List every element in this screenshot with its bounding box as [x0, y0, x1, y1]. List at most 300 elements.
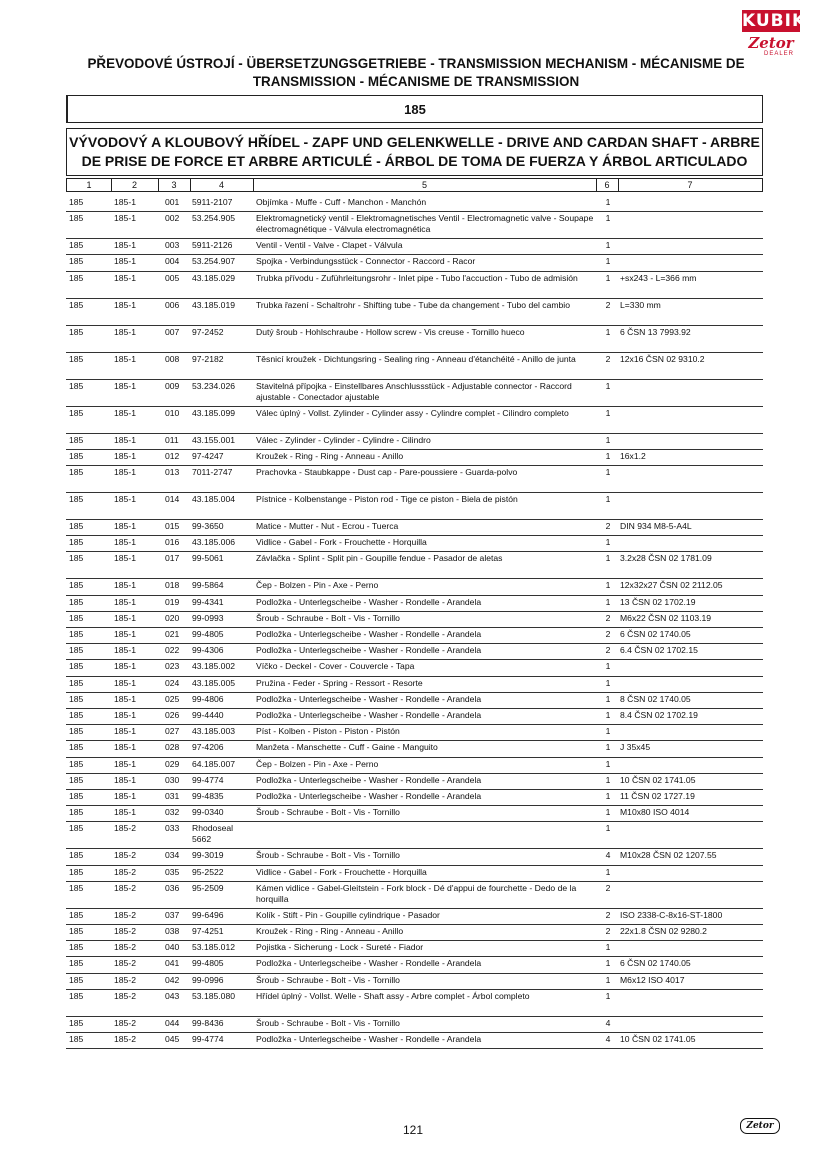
cell-c6: 2 [605, 926, 611, 936]
cell-c6: 2 [605, 882, 611, 893]
cell-c3: 028 [165, 742, 180, 753]
cell-c5: Válec úplný - Vollst. Zylinder - Cylinder assy - Cylindre complet - Cilindro completo [256, 407, 569, 418]
cell-c5: Šroub - Schraube - Bolt - Vis - Tornillo [256, 1017, 400, 1028]
cell-c2: 185-1 [114, 494, 136, 504]
table-row [66, 551, 763, 579]
cell-c1: 185 [69, 1034, 84, 1044]
cell-c5: Podložka - Unterlegscheibe - Washer - Rondelle - Arandela [256, 645, 482, 656]
table-row [66, 433, 763, 450]
cell-c7: J 35x45 [620, 742, 651, 753]
table-row [66, 848, 763, 865]
cell-c3: 041 [165, 958, 180, 969]
cell-c1: 185 [69, 197, 84, 207]
cell-c1: 185 [69, 942, 84, 953]
cell-c1: 185 [69, 958, 84, 969]
table-row [66, 352, 763, 380]
cell-c6: 2 [605, 645, 611, 656]
cell-c4: 99-3019 [192, 850, 224, 861]
cell-c4: 43.185.005 [192, 677, 236, 688]
cell-c1: 185 [69, 774, 84, 785]
cell-c4: 43.185.004 [192, 494, 236, 504]
cell-c7: 13 ČSN 02 1702.19 [620, 596, 696, 607]
cell-c1: 185 [69, 726, 84, 737]
table-row [66, 379, 763, 407]
cell-c2: 185-1 [114, 645, 136, 656]
cell-c1: 185 [69, 742, 84, 753]
cell-c4: 53.185.080 [192, 990, 236, 1001]
cell-c5: Čep - Bolzen - Pin - Axe - Perno [256, 580, 379, 591]
cell-c4: 97-4251 [192, 926, 224, 936]
table-row [66, 578, 763, 595]
cell-c2: 185-1 [114, 434, 136, 445]
cell-c1: 185 [69, 990, 84, 1001]
column-header: 7 [687, 180, 693, 190]
cell-c1: 185 [69, 240, 84, 251]
cell-c4: 95-2522 [192, 866, 224, 877]
cell-c5: Podložka - Unterlegscheibe - Washer - Rondelle - Arandela [256, 710, 482, 720]
cell-c3: 022 [165, 645, 180, 656]
cell-c6: 1 [605, 272, 611, 283]
cell-c1: 185 [69, 882, 84, 893]
cell-c4: 5911-2126 [192, 240, 233, 251]
cell-c1: 185 [69, 693, 84, 704]
cell-c4: 99-0993 [192, 612, 224, 623]
cell-c1: 185 [69, 537, 84, 548]
cell-c2: 185-1 [114, 612, 136, 623]
cell-c6: 1 [605, 677, 611, 688]
cell-c5: Těsnicí kroužek - Dichtungsring - Sealing ring - Anneau d'étanchéité - Anillo de junta [256, 353, 576, 364]
cell-c4: Rhodoseal 5662 [192, 823, 234, 845]
cell-c5: Pístnice - Kolbenstange - Piston rod - Tige ce piston - Biela de pistón [256, 494, 518, 504]
cell-c7: 8.4 ČSN 02 1702.19 [620, 710, 698, 720]
cell-c4: 53.234.026 [192, 380, 236, 391]
table-row [66, 708, 763, 725]
cell-c5: Pružina - Feder - Spring - Ressort - Resorte [256, 677, 423, 688]
cell-c7: DIN 934 M8-5-A4L [620, 521, 692, 531]
column-header: 4 [190, 179, 254, 191]
table-row [66, 643, 763, 660]
table-row [66, 611, 763, 628]
cell-c5: Šroub - Schraube - Bolt - Vis - Tornillo [256, 612, 400, 623]
cell-c3: 010 [165, 407, 180, 418]
cell-c5: Píst - Kolben - Piston - Piston - Pistón [256, 726, 400, 737]
cell-c6: 1 [605, 596, 611, 607]
cell-c6: 1 [605, 693, 611, 704]
cell-c5: Stavitelná přípojka - Einstellbares Anschlussstück - Adjustable connector - Raccord ajustable - Conectador ajustable [256, 380, 572, 402]
table-row [66, 789, 763, 806]
table-row [66, 1016, 763, 1033]
section-title-line2: DE PRISE DE FORCE ET ARBRE ARTICULÉ - ÁRBOL DE TOMA DE FUERZA Y ÁRBOL ARTICULADO [81, 153, 748, 169]
table-row [66, 627, 763, 644]
footer-zetor-logo: Zetor [740, 1118, 780, 1134]
cell-c7: 22x1.8 ČSN 02 9280.2 [620, 926, 707, 936]
cell-c6: 1 [605, 990, 611, 1001]
cell-c6: 4 [605, 1017, 611, 1028]
cell-c7: 10 ČSN 02 1741.05 [620, 1034, 696, 1044]
page-title-line2: TRANSMISSION - MÉCANISME DE TRANSMISSION [252, 73, 580, 89]
cell-c6: 1 [605, 942, 611, 953]
cell-c3: 043 [165, 990, 180, 1001]
cell-c1: 185 [69, 645, 84, 656]
cell-c4: 99-4835 [192, 791, 224, 801]
cell-c7: 16x1.2 [620, 450, 646, 461]
cell-c7: 3.2x28 ČSN 02 1781.09 [620, 553, 712, 564]
cell-c3: 011 [165, 434, 179, 445]
cell-c6: 2 [605, 612, 611, 623]
cell-c2: 185-2 [114, 823, 136, 834]
cell-c3: 008 [165, 353, 180, 364]
cell-c2: 185-2 [114, 974, 136, 985]
cell-c2: 185-2 [114, 866, 136, 877]
cell-c1: 185 [69, 580, 84, 591]
cell-c6: 1 [605, 407, 611, 418]
cell-c6: 1 [605, 256, 611, 267]
cell-c5: Ventil - Ventil - Valve - Clapet - Válvula [256, 240, 403, 251]
cell-c3: 015 [165, 521, 180, 531]
group-number: 185 [66, 95, 763, 123]
cell-c2: 185-1 [114, 661, 136, 672]
cell-c7: 12x32x27 ČSN 02 2112.05 [620, 580, 723, 591]
cell-c2: 185-2 [114, 990, 136, 1001]
cell-c1: 185 [69, 494, 84, 504]
cell-c1: 185 [69, 661, 84, 672]
cell-c3: 013 [165, 467, 180, 477]
cell-c5: Podložka - Unterlegscheibe - Washer - Rondelle - Arandela [256, 596, 482, 607]
cell-c4: 43.185.029 [192, 272, 236, 283]
cell-c1: 185 [69, 256, 84, 267]
cell-c4: 99-8436 [192, 1017, 224, 1028]
cell-c1: 185 [69, 521, 84, 531]
table-row [66, 773, 763, 790]
cell-c5: Objímka - Muffe - Cuff - Manchon - Manchón [256, 197, 427, 207]
cell-c2: 185-1 [114, 742, 136, 753]
table-row [66, 740, 763, 757]
kubik-zetor-logo [734, 10, 808, 60]
cell-c1: 185 [69, 866, 84, 877]
cell-c3: 037 [165, 909, 180, 920]
cell-c4: 99-0340 [192, 807, 224, 818]
cell-c1: 185 [69, 791, 84, 801]
cell-c3: 014 [165, 494, 180, 504]
cell-c4: 99-4440 [192, 710, 224, 720]
cell-c6: 1 [605, 434, 611, 445]
cell-c3: 030 [165, 774, 180, 785]
column-header: 3 [158, 179, 191, 191]
cell-c5: Podložka - Unterlegscheibe - Washer - Rondelle - Arandela [256, 791, 482, 801]
table-row [66, 325, 763, 353]
cell-c2: 185-1 [114, 710, 136, 720]
cell-c7: 6 ČSN 02 1740.05 [620, 629, 691, 639]
cell-c3: 009 [165, 380, 180, 391]
cell-c1: 185 [69, 553, 84, 564]
cell-c6: 1 [605, 450, 611, 461]
cell-c4: 5911-2107 [192, 197, 233, 207]
table-row [66, 724, 763, 741]
cell-c5: Čep - Bolzen - Pin - Axe - Perno [256, 758, 379, 769]
cell-c6: 1 [605, 213, 611, 224]
table-row [66, 1032, 763, 1049]
cell-c3: 027 [165, 726, 180, 737]
cell-c2: 185-1 [114, 677, 136, 688]
cell-c5: Šroub - Schraube - Bolt - Vis - Tornillo [256, 807, 400, 818]
cell-c5: Trubka přívodu - Zuführleitungsrohr - Inlet pipe - Tubo l'accuction - Tubo de admisión [256, 272, 578, 283]
section-title [66, 128, 763, 176]
cell-c6: 4 [605, 1034, 611, 1044]
cell-c2: 185-2 [114, 942, 136, 953]
cell-c3: 033 [165, 823, 180, 834]
cell-c5: Víčko - Deckel - Cover - Couvercle - Tapa [256, 661, 415, 672]
cell-c1: 185 [69, 677, 84, 688]
table-row [66, 465, 763, 493]
cell-c5: Podložka - Unterlegscheibe - Washer - Rondelle - Arandela [256, 1034, 482, 1044]
cell-c4: 99-6496 [192, 909, 224, 920]
cell-c2: 185-1 [114, 521, 136, 531]
cell-c4: 53.185.012 [192, 942, 236, 953]
cell-c7: M6x12 ISO 4017 [620, 974, 685, 985]
cell-c3: 006 [165, 299, 180, 310]
cell-c1: 185 [69, 807, 84, 818]
cell-c3: 035 [165, 866, 180, 877]
cell-c7: 11 ČSN 02 1727.19 [620, 791, 695, 801]
table-row [66, 821, 763, 849]
cell-c6: 1 [605, 791, 611, 801]
table-row [66, 805, 763, 822]
cell-c3: 029 [165, 758, 180, 769]
cell-c2: 185-2 [114, 909, 136, 920]
cell-c6: 1 [605, 974, 611, 985]
cell-c2: 185-1 [114, 553, 136, 564]
cell-c1: 185 [69, 1017, 84, 1028]
table-row [66, 676, 763, 693]
table-row [66, 195, 763, 212]
cell-c6: 1 [605, 758, 611, 769]
cell-c2: 185-1 [114, 197, 136, 207]
cell-c2: 185-1 [114, 774, 136, 785]
cell-c4: 99-3650 [192, 521, 224, 531]
cell-c4: 43.155.001 [192, 434, 236, 445]
table-row [66, 406, 763, 434]
cell-c6: 1 [605, 661, 611, 672]
cell-c2: 185-1 [114, 693, 136, 704]
cell-c6: 1 [605, 742, 611, 753]
cell-c5: Trubka řazení - Schaltrohr - Shifting tube - Tube da changement - Tubo del cambio [256, 299, 570, 310]
cell-c7: 12x16 ČSN 02 9310.2 [620, 353, 705, 364]
table-row [66, 881, 763, 909]
cell-c4: 97-4206 [192, 742, 224, 753]
cell-c5: Podložka - Unterlegscheibe - Washer - Rondelle - Arandela [256, 958, 482, 969]
cell-c4: 53.254.907 [192, 256, 236, 267]
cell-c3: 002 [165, 213, 180, 224]
cell-c3: 038 [165, 926, 180, 936]
table-row [66, 940, 763, 957]
cell-c3: 005 [165, 272, 180, 283]
column-header-row [66, 178, 763, 192]
cell-c3: 012 [165, 450, 180, 461]
cell-c1: 185 [69, 407, 84, 418]
cell-c4: 99-4774 [192, 1034, 224, 1044]
cell-c2: 185-1 [114, 726, 136, 737]
cell-c5: Podložka - Unterlegscheibe - Washer - Rondelle - Arandela [256, 693, 482, 704]
cell-c1: 185 [69, 758, 84, 769]
cell-c1: 185 [69, 299, 84, 310]
cell-c7: 10 ČSN 02 1741.05 [620, 774, 696, 785]
cell-c6: 1 [605, 553, 611, 564]
cell-c1: 185 [69, 450, 84, 461]
cell-c5: Pojistka - Sicherung - Lock - Sureté - Fiador [256, 942, 424, 953]
cell-c1: 185 [69, 926, 84, 936]
table-row [66, 254, 763, 271]
cell-c4: 43.185.006 [192, 537, 236, 548]
cell-c6: 4 [605, 850, 611, 861]
cell-c7: 8 ČSN 02 1740.05 [620, 693, 691, 704]
cell-c2: 185-1 [114, 596, 136, 607]
table-row [66, 298, 763, 326]
cell-c7: M6x22 ČSN 02 1103.19 [620, 612, 712, 623]
cell-c3: 016 [165, 537, 180, 548]
cell-c2: 185-2 [114, 882, 136, 893]
table-row [66, 692, 763, 709]
cell-c2: 185-2 [114, 1017, 136, 1028]
cell-c7: 6.4 ČSN 02 1702.15 [620, 645, 698, 656]
cell-c6: 2 [605, 909, 611, 920]
cell-c5: Hřídel úplný - Vollst. Welle - Shaft assy - Arbre complet - Árbol completo [256, 990, 530, 1001]
cell-c4: 43.185.019 [192, 299, 236, 310]
table-row [66, 535, 763, 552]
table-row [66, 973, 763, 990]
cell-c4: 99-4306 [192, 645, 224, 656]
cell-c3: 040 [165, 942, 180, 953]
cell-c2: 185-2 [114, 850, 136, 861]
column-header: 2 [111, 179, 159, 191]
cell-c5: Matice - Mutter - Nut - Ecrou - Tuerca [256, 521, 399, 531]
cell-c6: 1 [605, 774, 611, 785]
cell-c4: 99-4774 [192, 774, 224, 785]
cell-c2: 185-1 [114, 537, 136, 548]
cell-c5: Kroužek - Ring - Ring - Anneau - Anillo [256, 450, 404, 461]
cell-c4: 43.185.002 [192, 661, 236, 672]
kubik-wordmark: KUBIK [742, 11, 807, 31]
cell-c4: 99-4805 [192, 958, 224, 969]
table-row [66, 595, 763, 612]
cell-c7: M10x28 ČSN 02 1207.55 [620, 850, 717, 861]
cell-c3: 007 [165, 326, 180, 337]
cell-c2: 185-1 [114, 213, 136, 224]
cell-c3: 044 [165, 1017, 180, 1028]
cell-c5: Dutý šroub - Hohlschraube - Hollow screw - Vis creuse - Tornillo hueco [256, 326, 525, 337]
cell-c4: 97-4247 [192, 450, 224, 461]
cell-c2: 185-2 [114, 958, 136, 969]
page-title [80, 54, 752, 90]
cell-c3: 001 [165, 197, 180, 207]
cell-c2: 185-1 [114, 407, 136, 418]
cell-c6: 1 [605, 710, 611, 720]
section-title-line1: VÝVODOVÝ A KLOUBOVÝ HŘÍDEL - ZAPF UND GELENKWELLE - DRIVE AND CARDAN SHAFT - ARBRE [69, 134, 760, 150]
cell-c5: Kolík - Stift - Pin - Goupille cylindrique - Pasador [256, 909, 440, 920]
cell-c2: 185-1 [114, 326, 136, 337]
cell-c6: 1 [605, 958, 611, 969]
cell-c6: 1 [605, 197, 611, 207]
cell-c6: 1 [605, 866, 611, 877]
table-row [66, 865, 763, 882]
cell-c5: Elektromagnetický ventil - Elektromagnetisches Ventil - Electromagnetic valve - Soupape électromagnétique - Válvula electromagnética [256, 213, 594, 235]
cell-c2: 185-1 [114, 467, 136, 477]
cell-c6: 1 [605, 823, 611, 834]
table-row [66, 238, 763, 255]
cell-c1: 185 [69, 612, 84, 623]
cell-c1: 185 [69, 380, 84, 391]
cell-c3: 017 [165, 553, 180, 564]
cell-c3: 036 [165, 882, 180, 893]
cell-c5: Šroub - Schraube - Bolt - Vis - Tornillo [256, 974, 400, 985]
cell-c2: 185-1 [114, 299, 136, 310]
table-row [66, 924, 763, 941]
cell-c2: 185-2 [114, 926, 136, 936]
cell-c1: 185 [69, 850, 84, 861]
table-row [66, 492, 763, 520]
cell-c3: 019 [165, 596, 180, 607]
cell-c4: 95-2509 [192, 882, 224, 893]
cell-c2: 185-1 [114, 240, 136, 251]
cell-c1: 185 [69, 434, 84, 445]
cell-c2: 185-1 [114, 380, 136, 391]
cell-c1: 185 [69, 353, 84, 364]
cell-c1: 185 [69, 823, 84, 834]
cell-c5: Závlačka - Splint - Split pin - Goupille fendue - Pasador de aletas [256, 553, 503, 564]
cell-c3: 031 [165, 791, 180, 801]
cell-c4: 64.185.007 [192, 758, 236, 769]
zetor-wordmark: Zetor [748, 34, 794, 52]
cell-c3: 023 [165, 661, 180, 672]
cell-c4: 99-5061 [192, 553, 224, 564]
cell-c4: 97-2182 [192, 353, 224, 364]
cell-c6: 1 [605, 807, 611, 818]
table-row [66, 989, 763, 1017]
cell-c1: 185 [69, 974, 84, 985]
table-row [66, 449, 763, 466]
cell-c4: 7011-2747 [192, 467, 233, 477]
column-header: 5 [253, 179, 597, 191]
table-row [66, 659, 763, 676]
cell-c6: 1 [605, 467, 611, 477]
cell-c3: 042 [165, 974, 180, 985]
cell-c5: Manžeta - Manschette - Cuff - Gaine - Manguito [256, 742, 438, 753]
cell-c1: 185 [69, 213, 84, 224]
cell-c2: 185-2 [114, 1034, 136, 1044]
cell-c5: Vidlice - Gabel - Fork - Frouchette - Horquilla [256, 537, 427, 548]
cell-c6: 1 [605, 726, 611, 737]
cell-c4: 97-2452 [192, 326, 224, 337]
column-header: 1 [67, 179, 112, 191]
cell-c6: 1 [605, 326, 611, 337]
cell-c4: 99-0996 [192, 974, 224, 985]
cell-c2: 185-1 [114, 629, 136, 639]
cell-c4: 99-4805 [192, 629, 224, 639]
cell-c6: 1 [605, 580, 611, 591]
cell-c1: 185 [69, 596, 84, 607]
table-row [66, 211, 763, 239]
cell-c7: 6 ČSN 13 7993.92 [620, 326, 691, 337]
cell-c3: 020 [165, 612, 180, 623]
cell-c2: 185-1 [114, 272, 136, 283]
cell-c5: Vidlice - Gabel - Fork - Frouchette - Horquilla [256, 866, 427, 877]
cell-c4: 43.185.003 [192, 726, 236, 737]
cell-c1: 185 [69, 326, 84, 337]
cell-c2: 185-1 [114, 580, 136, 591]
cell-c6: 2 [605, 629, 611, 639]
dealer-tag: DEALER [764, 51, 795, 57]
cell-c6: 1 [605, 240, 611, 251]
cell-c3: 024 [165, 677, 180, 688]
